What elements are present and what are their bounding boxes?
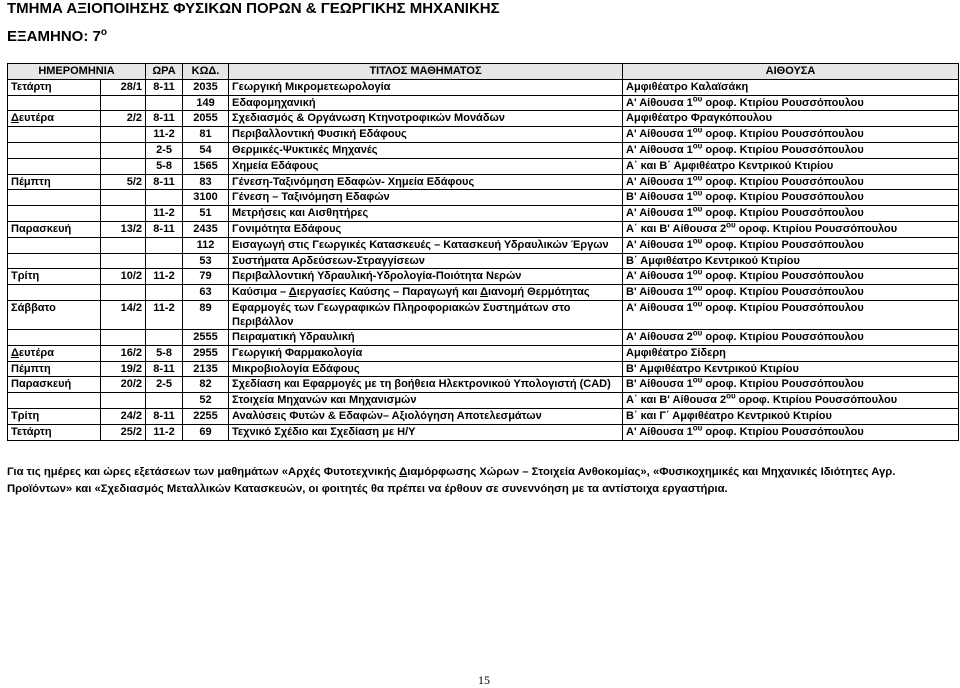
table-row (8, 79, 959, 95)
cell-code: 2435 (183, 221, 229, 237)
department-title: ΤΜΗΜΑ ΑΞΙΟΠΟΙΗΣΗΣ ΦΥΣΙΚΩΝ ΠΟΡΩΝ & ΓΕΩΡΓΙΚΗΣ ΜΗΧΑΝΙΚΗΣ (7, 0, 500, 17)
cell-date (101, 142, 146, 158)
cell-title: Γονιμότητα Εδάφους (229, 221, 623, 237)
cell-title: Πειραματική Υδραυλική (229, 329, 623, 345)
cell-time: 8-11 (146, 408, 183, 424)
cell-room: Α' Αίθουσα $1^{o\upsilon}$ οροφ. Κτιρίου Ρουσσόπουλου (623, 237, 959, 253)
cell-title: Μικροβιολογία Εδάφους (229, 361, 623, 377)
table-row (8, 269, 959, 285)
cell-title: Σχεδιασμός & Οργάνωση Κτηνοτροφικών Μονάδων (229, 111, 623, 127)
cell-room: Β΄ Αμφιθέατρο Κεντρικού Κτιρίου (623, 253, 959, 269)
table-row (8, 237, 959, 253)
cell-room: Α' Αίθουσα $1^{o\upsilon}$ οροφ. Κτιρίου Ρουσσόπουλου (623, 174, 959, 190)
cell-time: 11-2 (146, 127, 183, 143)
cell-day (8, 206, 101, 222)
cell-code: 149 (183, 95, 229, 111)
table-row (8, 285, 959, 301)
cell-title: Γεωργική Μικρομετεωρολογία (229, 79, 623, 95)
cell-title: Θερμικές-Ψυκτικές Μηχανές (229, 142, 623, 158)
cell-day: Τρίτη (8, 269, 101, 285)
cell-title: Εδαφομηχανική (229, 95, 623, 111)
cell-time: 5-8 (146, 158, 183, 174)
cell-room: Α' Αίθουσα $2^{o\upsilon}$ οροφ. Κτιρίου Ρουσσόπουλου (623, 329, 959, 345)
cell-date (101, 253, 146, 269)
cell-title: Περιβαλλοντική Υδραυλική-Υδρολογία-Ποιότητα Νερών (229, 269, 623, 285)
cell-code: 2035 (183, 79, 229, 95)
table-row (8, 393, 959, 409)
cell-room: Α' Αίθουσα $1^{o\upsilon}$ οροφ. Κτιρίου Ρουσσόπουλου (623, 95, 959, 111)
cell-title: Γένεση – Ταξινόμηση Εδαφών (229, 190, 623, 206)
cell-day (8, 285, 101, 301)
cell-time (146, 253, 183, 269)
cell-time (146, 190, 183, 206)
cell-date: 10/2 (101, 269, 146, 285)
cell-title: Συστήματα Αρδεύσεων-Στραγγίσεων (229, 253, 623, 269)
table-row (8, 345, 959, 361)
exam-schedule-table (7, 63, 959, 441)
cell-day: Παρασκευή (8, 377, 101, 393)
col-header-room: ΑΙΘΟΥΣΑ (623, 64, 959, 80)
cell-day: Πέμπτη (8, 361, 101, 377)
cell-title: Περιβαλλοντική Φυσική Εδάφους (229, 127, 623, 143)
cell-date (101, 206, 146, 222)
cell-title: Γένεση-Ταξινόμηση Εδαφών- Χημεία Εδάφους (229, 174, 623, 190)
cell-title: Γεωργική Φαρμακολογία (229, 345, 623, 361)
cell-time: 8-11 (146, 221, 183, 237)
cell-title: Χημεία Εδάφους (229, 158, 623, 174)
cell-title: Τεχνικό Σχέδιο και Σχεδίαση με Η/Υ (229, 424, 623, 440)
cell-room: Αμφιθέατρο Καλαϊσάκη (623, 79, 959, 95)
cell-time: 11-2 (146, 424, 183, 440)
cell-date (101, 95, 146, 111)
cell-room: Α΄ και Β' Αίθουσα $2^{o\upsilon}$ οροφ. Κτιρίου Ρουσσόπουλου (623, 221, 959, 237)
cell-code: 52 (183, 393, 229, 409)
cell-day (8, 127, 101, 143)
cell-room: Αμφιθέατρο Σίδερη (623, 345, 959, 361)
semester-ordinal: ο (100, 27, 107, 38)
cell-date (101, 190, 146, 206)
cell-day: Παρασκευή (8, 221, 101, 237)
col-header-date: ΗΜΕΡΟΜΗΝΙΑ (8, 64, 146, 80)
table-row (8, 377, 959, 393)
table-row (8, 221, 959, 237)
cell-date: 20/2 (101, 377, 146, 393)
cell-time: 2-5 (146, 377, 183, 393)
table-row (8, 127, 959, 143)
cell-code: 2555 (183, 329, 229, 345)
cell-time (146, 237, 183, 253)
cell-title: Αναλύσεις Φυτών & Εδαφών– Αξιολόγηση Αποτελεσμάτων (229, 408, 623, 424)
cell-title: Εφαρμογές των Γεωγραφικών Πληροφοριακών Συστημάτων στο Περιβάλλον (229, 300, 623, 329)
cell-day: Τρίτη (8, 408, 101, 424)
table-row (8, 95, 959, 111)
cell-room: Β' Αμφιθέατρο Κεντρικού Κτιρίου (623, 361, 959, 377)
cell-title: Μετρήσεις και Αισθητήρες (229, 206, 623, 222)
cell-date (101, 285, 146, 301)
cell-room: Α' Αίθουσα $1^{o\upsilon}$ οροφ. Κτιρίου Ρουσσόπουλου (623, 300, 959, 329)
semester-text: ΕΞΑΜΗΝΟ: 7 (7, 28, 101, 45)
cell-time (146, 393, 183, 409)
cell-title: Στοιχεία Μηχανών και Μηχανισμών (229, 393, 623, 409)
cell-day: Τετάρτη (8, 79, 101, 95)
exam-note: Για τις ημέρες και ώρες εξετάσεων των μαθημάτων «Αρχές Φυτοτεχνικής Διαμόρφωσης Χώρων – Στοιχεία Ανθοκομίας», «Φυσικοχημικές και Μηχανικές Ιδιότητες Αγρ. Προϊόντων» και «Σχεδιασμός Μεταλλικών Κατασκευών, οι φοιτητές θα πρέπει να έρθουν σε συνεννόηση με τα αντίστοιχα εργαστήρια. (7, 466, 896, 495)
table-row (8, 158, 959, 174)
cell-room: Β' Αίθουσα $1^{o\upsilon}$ οροφ. Κτιρίου Ρουσσόπουλου (623, 285, 959, 301)
table-row (8, 206, 959, 222)
table-row (8, 174, 959, 190)
col-header-code: ΚΩΔ. (183, 64, 229, 80)
cell-code: 53 (183, 253, 229, 269)
cell-day (8, 95, 101, 111)
cell-day: Τετάρτη (8, 424, 101, 440)
cell-room: Α' Αίθουσα $1^{o\upsilon}$ οροφ. Κτιρίου Ρουσσόπουλου (623, 127, 959, 143)
table-row (8, 408, 959, 424)
cell-time: 11-2 (146, 269, 183, 285)
cell-day (8, 190, 101, 206)
cell-date: 13/2 (101, 221, 146, 237)
table-row (8, 300, 959, 329)
table-row (8, 142, 959, 158)
cell-code: 82 (183, 377, 229, 393)
cell-code: 81 (183, 127, 229, 143)
cell-code: 2255 (183, 408, 229, 424)
cell-code: 1565 (183, 158, 229, 174)
cell-room: Α΄ και Β' Αίθουσα $2^{o\upsilon}$ οροφ. Κτιρίου Ρουσσόπουλου (623, 393, 959, 409)
cell-time (146, 285, 183, 301)
cell-day: Σάββατο (8, 300, 101, 329)
cell-day (8, 158, 101, 174)
cell-code: 54 (183, 142, 229, 158)
cell-date: 5/2 (101, 174, 146, 190)
semester-label (7, 28, 107, 45)
cell-time: 5-8 (146, 345, 183, 361)
cell-date (101, 329, 146, 345)
cell-code: 2135 (183, 361, 229, 377)
cell-time (146, 329, 183, 345)
cell-code: 2055 (183, 111, 229, 127)
page-number: 15 (478, 673, 490, 687)
cell-room: Β΄ και Γ΄ Αμφιθέατρο Κεντρικού Κτιρίου (623, 408, 959, 424)
cell-day: Πέμπτη (8, 174, 101, 190)
cell-day: Δευτέρα (8, 111, 101, 127)
table-row (8, 329, 959, 345)
cell-date (101, 158, 146, 174)
cell-date (101, 393, 146, 409)
cell-day (8, 253, 101, 269)
cell-room: Α' Αίθουσα $1^{o\upsilon}$ οροφ. Κτιρίου Ρουσσόπουλου (623, 206, 959, 222)
cell-room: Α' Αίθουσα $1^{o\upsilon}$ οροφ. Κτιρίου Ρουσσόπουλου (623, 269, 959, 285)
cell-day: Δευτέρα (8, 345, 101, 361)
table-row (8, 361, 959, 377)
cell-time: 2-5 (146, 142, 183, 158)
cell-code: 63 (183, 285, 229, 301)
cell-date: 24/2 (101, 408, 146, 424)
cell-code: 112 (183, 237, 229, 253)
cell-time: 11-2 (146, 300, 183, 329)
cell-room: Α' Αίθουσα $1^{o\upsilon}$ οροφ. Κτιρίου Ρουσσόπουλου (623, 424, 959, 440)
cell-time: 8-11 (146, 111, 183, 127)
cell-title: Σχεδίαση και Εφαρμογές με τη βοήθεια Ηλεκτρονικού Υπολογιστή (CAD) (229, 377, 623, 393)
cell-code: 79 (183, 269, 229, 285)
cell-room: Α' Αίθουσα $1^{o\upsilon}$ οροφ. Κτιρίου Ρουσσόπουλου (623, 142, 959, 158)
cell-date: 14/2 (101, 300, 146, 329)
col-header-title: ΤΙΤΛΟΣ ΜΑΘΗΜΑΤΟΣ (229, 64, 623, 80)
col-header-time: ΩΡΑ (146, 64, 183, 80)
cell-day (8, 237, 101, 253)
cell-day (8, 329, 101, 345)
cell-room: Β' Αίθουσα $1^{o\upsilon}$ οροφ. Κτιρίου Ρουσσόπουλου (623, 377, 959, 393)
cell-room: Α΄ και Β΄ Αμφιθέατρο Κεντρικού Κτιρίου (623, 158, 959, 174)
cell-room: Αμφιθέατρο Φραγκόπουλου (623, 111, 959, 127)
table-row (8, 111, 959, 127)
cell-date: 16/2 (101, 345, 146, 361)
cell-title: Εισαγωγή στις Γεωργικές Κατασκευές – Κατασκευή Υδραυλικών Έργων (229, 237, 623, 253)
cell-code: 69 (183, 424, 229, 440)
cell-code: 51 (183, 206, 229, 222)
table-header-row (8, 64, 959, 80)
cell-time: 8-11 (146, 174, 183, 190)
table-row (8, 190, 959, 206)
cell-time (146, 95, 183, 111)
cell-title: Καύσιμα – Διεργασίες Καύσης – Παραγωγή και Διανομή Θερμότητας (229, 285, 623, 301)
cell-time: 8-11 (146, 361, 183, 377)
cell-date: 19/2 (101, 361, 146, 377)
cell-day (8, 142, 101, 158)
cell-date: 2/2 (101, 111, 146, 127)
cell-time: 8-11 (146, 79, 183, 95)
cell-day (8, 393, 101, 409)
table-row (8, 253, 959, 269)
cell-time: 11-2 (146, 206, 183, 222)
table-row (8, 424, 959, 440)
cell-date (101, 237, 146, 253)
cell-date (101, 127, 146, 143)
cell-code: 3100 (183, 190, 229, 206)
cell-date: 25/2 (101, 424, 146, 440)
cell-code: 83 (183, 174, 229, 190)
cell-code: 89 (183, 300, 229, 329)
cell-date: 28/1 (101, 79, 146, 95)
cell-room: Β' Αίθουσα $1^{o\upsilon}$ οροφ. Κτιρίου Ρουσσόπουλου (623, 190, 959, 206)
cell-code: 2955 (183, 345, 229, 361)
